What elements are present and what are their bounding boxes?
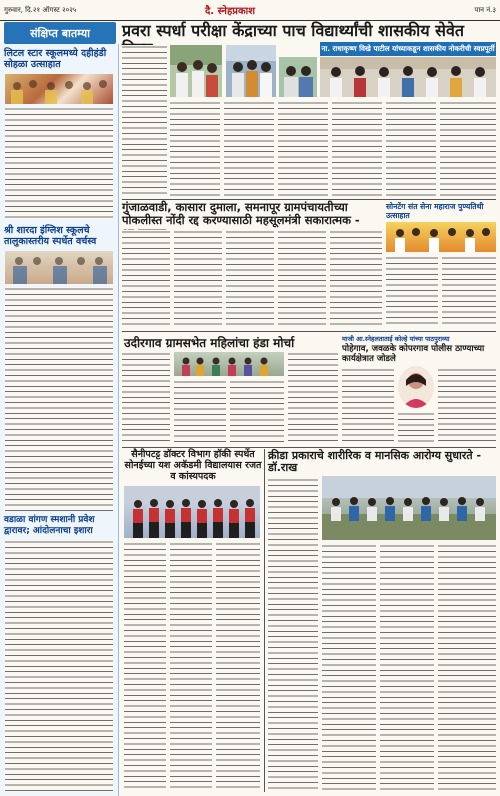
lead-body-col5 bbox=[332, 101, 382, 197]
women-march-photo bbox=[174, 352, 284, 376]
udirgaon-body-col3 bbox=[230, 380, 284, 444]
student-photo bbox=[279, 57, 317, 97]
krida-photo bbox=[322, 476, 496, 540]
sidebar-story3-headline: वडाळा वांगण स्मशानी प्रवेश द्वारावर; आंदोलनाचा इशारा bbox=[4, 515, 95, 536]
students-trophy-photo bbox=[5, 251, 113, 284]
yash-body-col2 bbox=[170, 542, 212, 792]
krida-headline: क्रीडा प्रकाराचे शारीरिक व मानसिक आरोग्य सुधारते - डॉ.राख bbox=[268, 449, 482, 474]
issue-date: गुरुवार, दि.२१ ऑगस्ट २०२५ bbox=[4, 6, 77, 14]
sontan-body-col1 bbox=[386, 256, 438, 328]
gunja-body-col3 bbox=[226, 230, 274, 328]
udirgaon-body-col4 bbox=[288, 352, 338, 444]
krida-body-col1 bbox=[268, 478, 318, 792]
lead-subheadline: ना. राधाकृष्ण विखे पाटील यांच्याकडून शासकीय नोकरीची स्वप्नपूर्ती bbox=[320, 42, 496, 56]
sontan-headline: सोनटेंग संत सेना महाराज पुण्यतिथी उत्साहात bbox=[386, 202, 484, 220]
sontan-photo bbox=[386, 222, 496, 252]
pohegaon-portrait bbox=[398, 366, 434, 408]
news-brief-title: संक्षिप्त बातम्या bbox=[4, 22, 116, 44]
lead-headline: प्रवरा स्पर्धा परीक्षा केंद्राच्या पाच विद्यार्थ्यांची शासकीय सेवेत bbox=[122, 21, 465, 40]
officials-photo bbox=[226, 45, 276, 97]
divider bbox=[264, 449, 265, 792]
pohegaon-body-col1 bbox=[342, 368, 394, 444]
sidebar-story1-headline: लिटल स्टार स्कूलमध्ये दहीहंडी सोहळा उत्साहात bbox=[4, 48, 107, 70]
hockey-team-photo bbox=[124, 486, 260, 538]
sontan-body-col2 bbox=[442, 256, 496, 328]
yash-headline: सैनीपटट्ट डॉक्टर विभाग हॉकी स्पर्धेत सोनईच्या यश अकॅडमी विद्यालयास रजत व कांस्यपदक bbox=[124, 449, 262, 482]
children-group-photo bbox=[5, 74, 113, 104]
gunja-body-col5 bbox=[330, 230, 382, 328]
gunja-body-col2 bbox=[174, 230, 222, 328]
krida-body-col3 bbox=[380, 544, 434, 792]
divider bbox=[122, 331, 496, 332]
lead-photo-4 bbox=[320, 57, 496, 97]
sports-event-photo bbox=[322, 476, 496, 540]
udirgaon-body-col1 bbox=[122, 352, 170, 444]
sidebar-story1-body bbox=[5, 107, 113, 219]
page-number: पान नं.३ bbox=[474, 6, 496, 14]
gunja-headline: गुंजाळवाडी, कासारा दुमाला, समनापूर ग्रामपंचायतीच्या पोकलीस्त नोंदी रद्द करण्यासाठी महसूलमंत्री सकारात्मक - bbox=[122, 200, 360, 227]
lead-body-col1 bbox=[122, 45, 167, 197]
krida-body-col2 bbox=[322, 544, 376, 792]
lead-body-col7 bbox=[440, 101, 496, 197]
udirgaon-photo bbox=[174, 352, 284, 376]
masthead bbox=[0, 0, 500, 21]
divider bbox=[122, 447, 496, 448]
pohegaon-kicker: माजी आ.स्नेहलताताई कोल्हे यांच्या पाठपुराव्या bbox=[342, 335, 450, 343]
lead-body-col6 bbox=[386, 101, 436, 197]
selected-candidates-photo bbox=[320, 57, 496, 97]
lead-photo-1 bbox=[170, 45, 222, 97]
felicitation-photo bbox=[170, 45, 222, 97]
udirgaon-headline: उदीरगाव ग्रामसभेत महिलांचा हंडा मोर्चा bbox=[124, 336, 295, 350]
sidebar-story3-body bbox=[5, 540, 113, 792]
sidebar-story2-body bbox=[5, 287, 113, 511]
pohegaon-headline: पोहेगाव, जवळके कोपरगाव पोलीस ठाण्याच्या कार्यक्षेत्रात जोडले bbox=[342, 344, 485, 364]
yash-body-col3 bbox=[216, 542, 260, 792]
lead-photo-2 bbox=[226, 45, 276, 97]
sidebar-story2-headline: श्री शारदा इंग्लिश स्कूलचे तालुकास्तरीय स्पर्धेत वर्चस्व bbox=[4, 225, 97, 247]
krida-body-col4 bbox=[438, 544, 496, 792]
lead-body-col4 bbox=[278, 101, 328, 197]
gunja-body-col4 bbox=[278, 230, 326, 328]
lead-body-col3 bbox=[224, 101, 274, 197]
sidebar-story2-photo bbox=[5, 251, 113, 284]
yash-team-photo bbox=[124, 486, 260, 538]
sidebar-story1-photo bbox=[5, 74, 113, 104]
pohegaon-body-col3 bbox=[438, 368, 496, 444]
gunja-body-col1 bbox=[122, 230, 170, 328]
pohegaon-body-col2 bbox=[398, 412, 434, 444]
lead-body-col2 bbox=[170, 101, 220, 197]
udirgaon-body-col2 bbox=[174, 380, 226, 444]
portrait-photo bbox=[398, 366, 434, 408]
yash-body-col1 bbox=[124, 542, 166, 792]
procession-photo bbox=[386, 222, 496, 252]
newspaper-brand: दै. स्नेहप्रकाश bbox=[205, 6, 256, 17]
lead-photo-3 bbox=[279, 57, 317, 97]
